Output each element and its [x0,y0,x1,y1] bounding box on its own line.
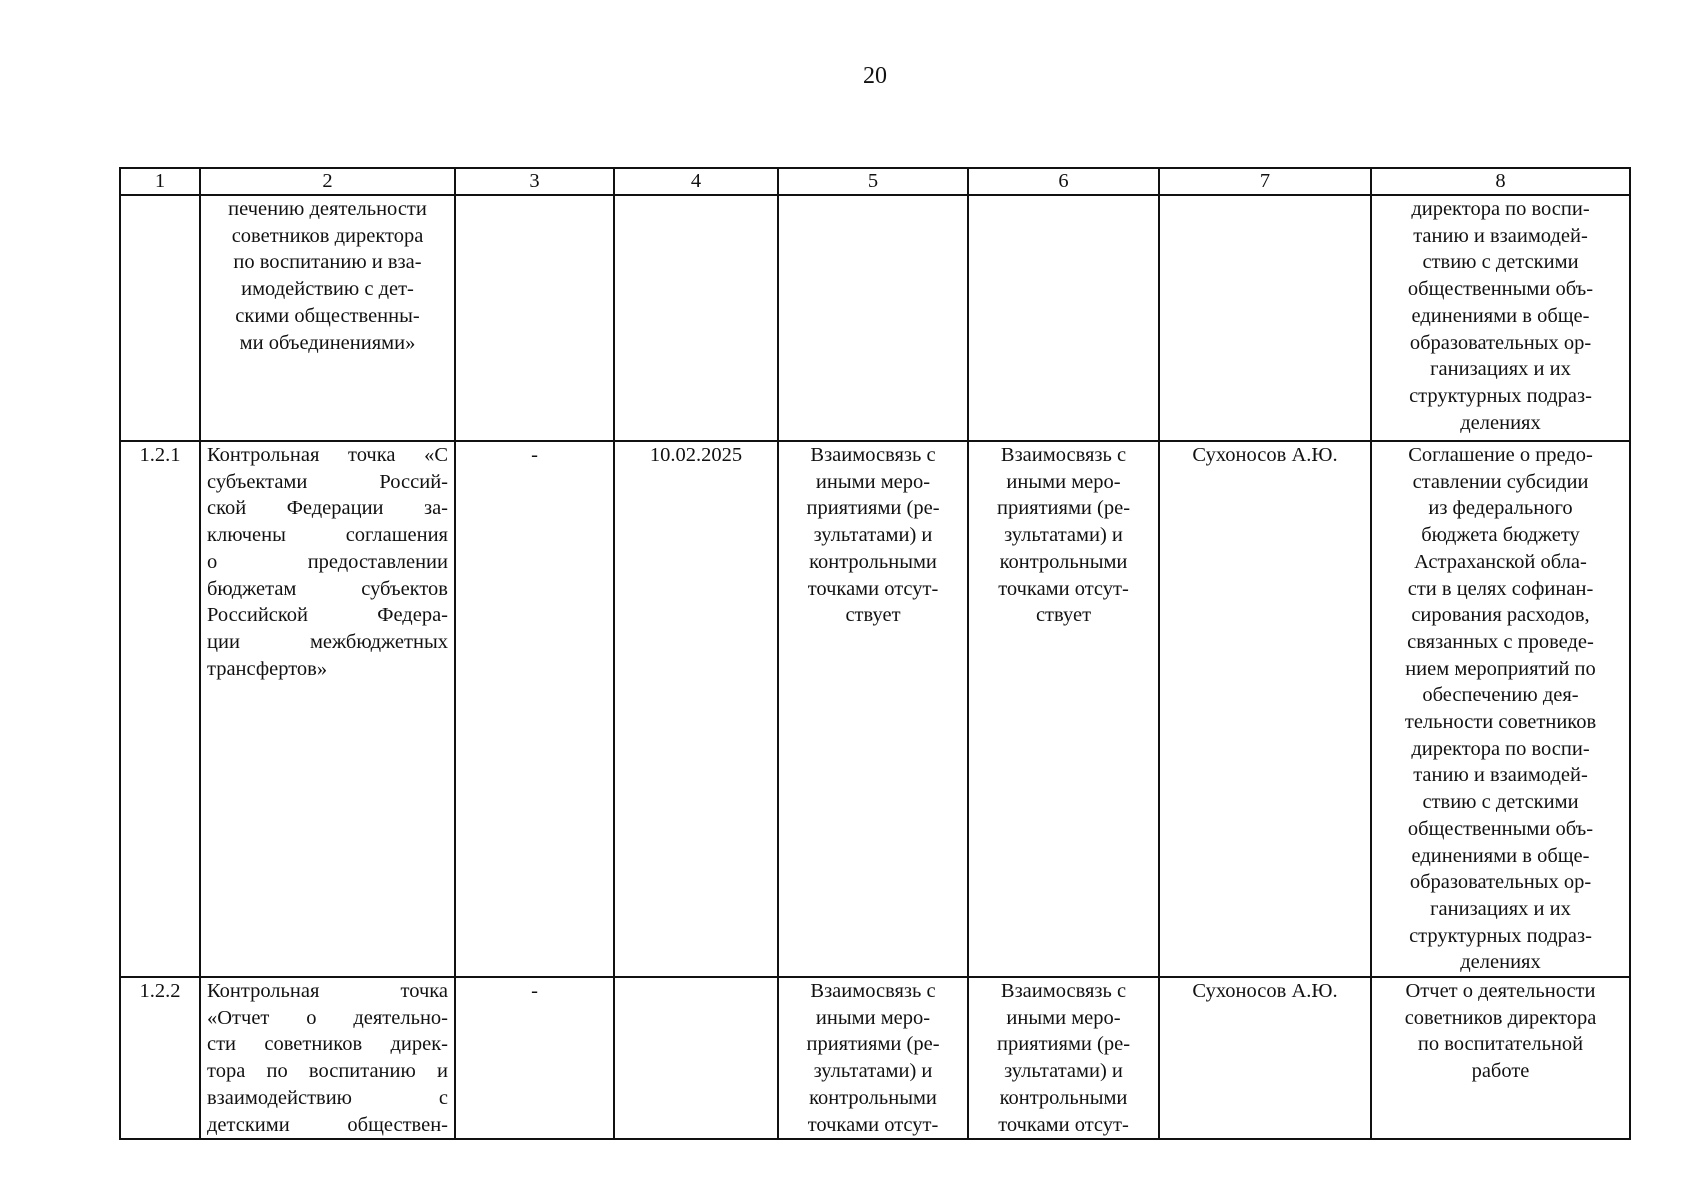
responsible-cell [1159,441,1371,977]
start-date-cell [455,977,614,1139]
table-header-row [120,168,1630,195]
name-line: ской Федерации за- [207,497,448,520]
header-cell: 1 [120,168,200,195]
name-line: Контрольная точка «С [207,444,448,466]
table-row [120,441,1630,977]
name-text: печению деятельности советников директора по воспитанию и вза- имодействию с дет- скими общественны- ми объединениями» [228,198,427,354]
header-cell: 6 [968,168,1159,195]
predecessor-cell [778,195,968,441]
successor-text: Взаимосвязь с иными меро- приятиями (ре- зультатами) и контрольными точками отсут- ствует [996,444,1131,627]
header-cell: 4 [614,168,778,195]
successor-cell [968,441,1159,977]
start-date-text: - [531,444,538,466]
name-line: Контрольная точка [207,980,448,1003]
document-cell [1371,977,1630,1139]
row-number-cell [120,441,200,977]
name-line: ции межбюджетных [207,630,448,653]
name-line: Российской Федера- [207,604,448,627]
table-row [120,977,1630,1139]
header-cell: 7 [1159,168,1371,195]
header-cell: 5 [778,168,968,195]
document-cell [1371,195,1630,441]
successor-text: Взаимосвязь с иными меро- приятиями (ре- зультатами) и контрольными точками отсут- [996,980,1131,1136]
responsible-cell [1159,977,1371,1139]
name-cell [200,441,455,977]
start-date-cell [455,195,614,441]
document-text: директора по воспи- танию и взаимодей- ствию с детскими общественными объ- единениями в обще- образовательных ор- ганизациях и их структурных подраз- делениях [1407,198,1594,434]
name-line: детскими обществен- [207,1113,448,1136]
end-date-cell [614,195,778,441]
row-number-cell [120,977,200,1139]
successor-cell [968,977,1159,1139]
predecessor-text: Взаимосвязь с иными меро- приятиями (ре- зультатами) и контрольными точками отсут- ствует [806,444,940,627]
predecessor-cell [778,441,968,977]
row-number-cell [120,195,200,441]
predecessor-text: Взаимосвязь с иными меро- приятиями (ре- зультатами) и контрольными точками отсут- [806,980,940,1136]
name-line: о предоставлении [207,550,448,573]
name-line: трансфертов» [207,657,328,680]
header-cell: 8 [1371,168,1630,195]
name-line: взаимодействию с [207,1086,448,1109]
name-cell [200,195,455,441]
name-line: бюджетам субъектов [207,577,448,600]
name-text [207,978,448,1138]
responsible-text: Сухоносов А.Ю. [1192,444,1338,466]
header-cell: 3 [455,168,614,195]
start-date-cell [455,441,614,977]
row-number: 1.2.2 [139,980,181,1003]
page-number: 20 [863,63,887,89]
responsible-text: Сухоносов А.Ю. [1192,980,1338,1003]
successor-cell [968,195,1159,441]
name-line: тора по воспитанию и [207,1060,448,1083]
predecessor-cell [778,977,968,1139]
document-cell [1371,441,1630,977]
name-line: сти советников дирек- [207,1033,448,1056]
row-number: 1.2.1 [139,444,181,466]
start-date-text: - [531,980,538,1003]
name-line: «Отчет о деятельно- [207,1006,448,1029]
end-date-cell [614,441,778,977]
plan-table [119,167,1631,1140]
table-row [120,195,1630,441]
end-date-text: 10.02.2025 [649,444,743,466]
end-date-cell [614,977,778,1139]
name-text [207,442,448,682]
name-cell [200,977,455,1139]
header-cell: 2 [200,168,455,195]
responsible-cell [1159,195,1371,441]
name-line: субъектами Россий- [207,470,448,493]
document-text: Соглашение о предо- ставлении субсидии из федерального бюджета бюджету Астраханской обла- сти в целях софинан- сирования расходов, связанных с проведе- нием мероприятий по обеспечению дея- тельности советников директора по воспи- танию и взаимодей- ствию с детскими общественными объ- единениями в обще- образовательных ор- ганизациях и их структурных подраз- делениях [1404,444,1597,974]
name-line: ключены соглашения [207,524,448,547]
document-text: Отчет о деятельности советников директора по воспитательной работе [1404,980,1597,1083]
